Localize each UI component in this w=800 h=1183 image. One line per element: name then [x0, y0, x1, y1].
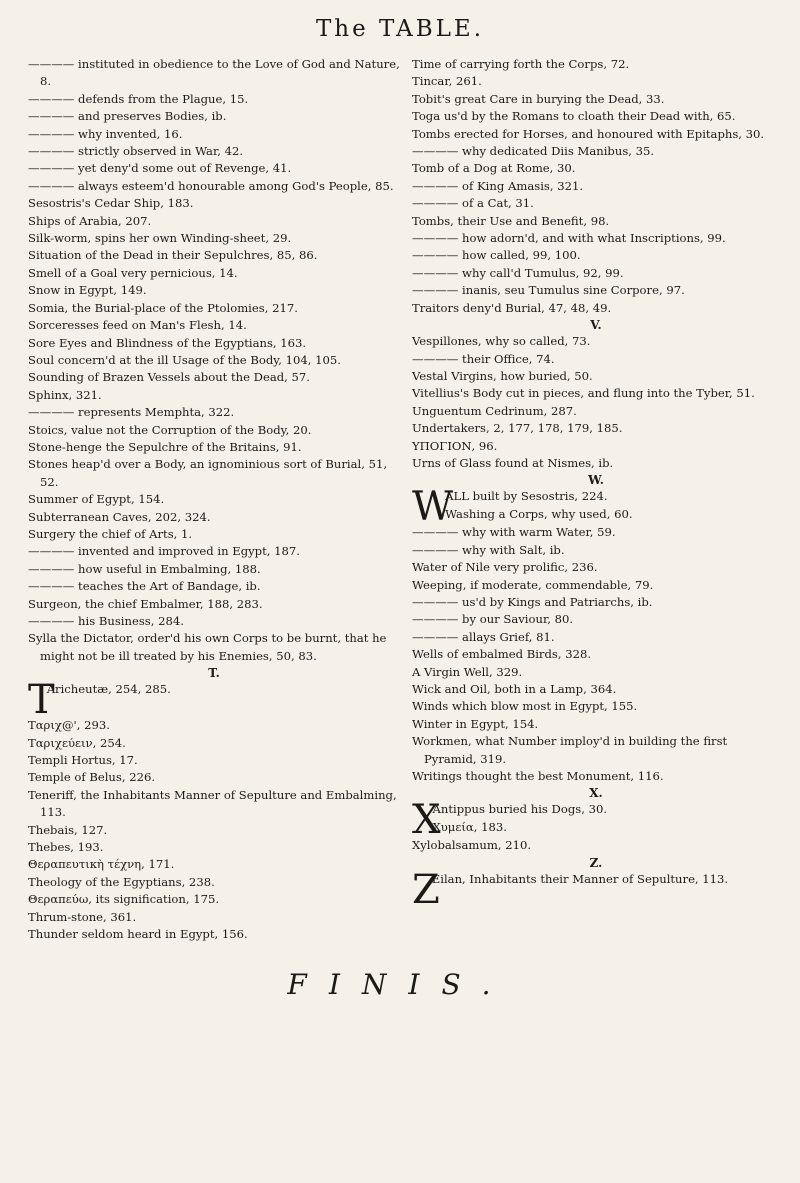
index-entry: Tombs erected for Horses, and honoured with Epitaphs, 30. [412, 126, 765, 141]
index-entry: Sesostris's Cedar Ship, 183. [28, 196, 194, 211]
index-entry: ———— strictly observed in War, 42. [28, 144, 244, 159]
index-entry: Wells of embalmed Birds, 328. [412, 647, 592, 662]
index-entry: Sounding of Brazen Vessels about the Dead, 57. [28, 370, 310, 385]
index-entry: Time of carrying forth the Corps, 72. [412, 57, 630, 71]
index-entry: Sphinx, 321. [28, 387, 102, 402]
index-entry: Subterranean Caves, 202, 324. [28, 509, 211, 524]
index-entry: ———— how adorn'd, and with what Inscriptions, 99. [412, 231, 726, 246]
left-column [28, 56, 400, 944]
index-entry: Templi Hortus, 17. [28, 753, 138, 768]
index-entry: Tobit's great Care in burying the Dead, 33. [412, 91, 665, 106]
index-entry: Temple of Belus, 226. [28, 770, 156, 785]
index-entry: Theology of the Egyptians, 238. [28, 874, 215, 889]
right-column [412, 56, 780, 913]
index-entry: Surgeon, the chief Embalmer, 188, 283. [28, 596, 263, 611]
index-entry: Urns of Glass found at Nismes, ib. [412, 455, 614, 470]
index-entry: Workmen, what Number imploy'd in building the first Pyramid, 319. [412, 734, 728, 766]
index-entry: Vitellius's Body cut in pieces, and flung into the Tyber, 51. [412, 386, 755, 401]
index-entry: ———— why call'd Tumulus, 92, 99. [412, 265, 624, 280]
index-entry: Summer of Egypt, 154. [28, 492, 165, 507]
dropcap-z: Z [412, 866, 440, 913]
index-entry: Thrum-stone, 361. [28, 909, 137, 924]
index-entry: Winds which blow most in Egypt, 155. [412, 699, 638, 714]
index-entry: ———— why dedicated Diis Manibus, 35. [412, 144, 655, 159]
index-entry: Undertakers, 2, 177, 178, 179, 185. [412, 421, 623, 436]
index-entry: ———— why with Salt, ib. [412, 542, 565, 557]
section-letter-v: V. [590, 318, 602, 333]
index-entry: Surgery the chief of Arts, 1. [28, 526, 193, 541]
index-entry: Winter in Egypt, 154. [412, 716, 539, 731]
index-entry: Snow in Egypt, 149. [28, 283, 147, 298]
index-entry: Tombs, their Use and Benefit, 98. [412, 213, 610, 228]
dropcap-entry-text: Aricheutæ, 254, 285. [46, 682, 171, 697]
index-entry: Sorceresses feed on Man's Flesh, 14. [28, 318, 247, 333]
index-entry: Unguentum Cedrinum, 287. [412, 403, 577, 418]
index-entry: ———— how useful in Embalming, 188. [28, 561, 261, 576]
index-entry: Vespillones, why so called, 73. [412, 334, 591, 349]
index-entry: Sore Eyes and Blindness of the Egyptians, 163. [28, 335, 307, 350]
section-letter-w: W. [588, 473, 604, 488]
index-entry: Washing a Corps, why used, 60. [445, 506, 633, 521]
index-entry: Thunder seldom heard in Egypt, 156. [28, 927, 248, 942]
index-entry: ———— teaches the Art of Bandage, ib. [28, 579, 261, 594]
dropcap-entry-text: Eilan, Inhabitants their Manner of Sepulture, 113. [431, 871, 729, 886]
index-entry: Wick and Oil, both in a Lamp, 364. [412, 682, 617, 696]
index-entry: Stone-henge the Sepulchre of the Britains, 91. [28, 439, 302, 454]
index-entry: ———— inanis, seu Tumulus sine Corpore, 97. [412, 283, 685, 298]
index-entry: A Virgin Well, 329. [412, 664, 523, 679]
index-entry: Ships of Arabia, 207. [28, 213, 152, 228]
dropcap-entry-text: Antippus buried his Dogs, 30. [432, 802, 608, 817]
index-entry: ———— instituted in obedience to the Love of God and Nature, 8. [28, 57, 400, 89]
index-entry: ———— us'd by Kings and Patriarchs, ib. [412, 594, 653, 609]
index-entry: ———— always esteem'd honourable among God's People, 85. [28, 178, 394, 193]
index-entry: ———— of King Amasis, 321. [412, 178, 584, 193]
index-entry: Water of Nile very prolific, 236. [412, 560, 598, 575]
index-entry: Vestal Virgins, how buried, 50. [412, 368, 593, 383]
index-entry: Ταριχ@', 293. [28, 718, 110, 733]
index-entry [28, 677, 400, 724]
index-entry: Χυμεία, 183. [432, 819, 507, 834]
index-entry: ———— by our Saviour, 80. [412, 612, 574, 627]
index-entry: ———— their Office, 74. [412, 351, 555, 366]
section-letter-t: T. [208, 666, 220, 681]
index-entry [412, 866, 780, 913]
index-entry: Teneriff, the Inhabitants Manner of Sepulture and Embalming, 113. [28, 787, 397, 820]
index-entry: Somia, the Burial-place of the Ptolomies, 217. [28, 300, 298, 315]
index-entry: Tomb of a Dog at Rome, 30. [412, 161, 576, 176]
index-entry: Stones heap'd over a Body, an ignominious sort of Burial, 51, 52. [28, 457, 388, 489]
index-entry: Thebais, 127. [28, 822, 108, 837]
index-entry: ———— defends from the Plague, 15. [28, 91, 249, 106]
index-entry: Thebes, 193. [28, 840, 104, 855]
index-entry: ———— represents Memphta, 322. [28, 405, 235, 420]
section-letter-z: Z. [589, 855, 603, 870]
index-entry: Stoics, value not the Corruption of the Body, 20. [28, 422, 312, 437]
index-entry: Sylla the Dictator, order'd his own Corps to be burnt, that he might not be ill treated by his Enemies, 50, 83. [28, 631, 387, 663]
index-entry: Weeping, if moderate, commendable, 79. [412, 577, 654, 592]
index-entry: ———— why invented, 16. [28, 126, 183, 141]
index-entry: Soul concern'd at the ill Usage of the Body, 104, 105. [28, 352, 341, 367]
dropcap-w: W [412, 484, 454, 531]
index-entry: ———— his Business, 284. [28, 614, 184, 628]
index-entry: Θεραπεύω, its signification, 175. [28, 892, 220, 907]
index-entry: ———— invented and improved in Egypt, 187. [28, 544, 300, 559]
dropcap-entry-text: ALL built by Sesostris, 224. [445, 489, 608, 504]
index-entry: ΥΠΟΓΙΟΝ, 96. [412, 438, 498, 453]
index-entry: Situation of the Dead in their Sepulchres, 85, 86. [28, 248, 318, 263]
finis-text: FINIS. [287, 968, 513, 1001]
index-entry: Smell of a Goal very pernicious, 14. [28, 265, 238, 280]
index-entry: Tincar, 261. [412, 74, 482, 89]
index-entry: ———— why with warm Water, 59. [412, 525, 616, 540]
index-entry: Xylobalsamum, 210. [412, 838, 532, 853]
index-entry: ———— and preserves Bodies, ib. [28, 109, 227, 124]
index-entry: ———— yet deny'd some out of Revenge, 41. [28, 161, 292, 176]
dropcap-x: X [412, 797, 441, 844]
index-entry: Traitors deny'd Burial, 47, 48, 49. [412, 300, 612, 315]
index-entry: Ταριχεύειν, 254. [28, 735, 126, 750]
index-entry: Silk-worm, spins her own Winding-sheet, 29. [28, 231, 292, 246]
dropcap-t: T [28, 677, 55, 724]
index-entry: ———— of a Cat, 31. [412, 196, 534, 211]
page-header: The TABLE. [315, 16, 485, 42]
index-entry: ———— how called, 99, 100. [412, 248, 581, 263]
index-entry: Θεραπευτικὴ τέχνη, 171. [28, 857, 175, 872]
index-entry: ———— allays Grief, 81. [412, 629, 555, 644]
index-entry: Toga us'd by the Romans to cloath their Dead with, 65. [412, 109, 736, 124]
index-entry: Writings thought the best Monument, 116. [412, 769, 664, 784]
section-letter-x: X. [589, 786, 603, 801]
left-entries [28, 56, 400, 665]
